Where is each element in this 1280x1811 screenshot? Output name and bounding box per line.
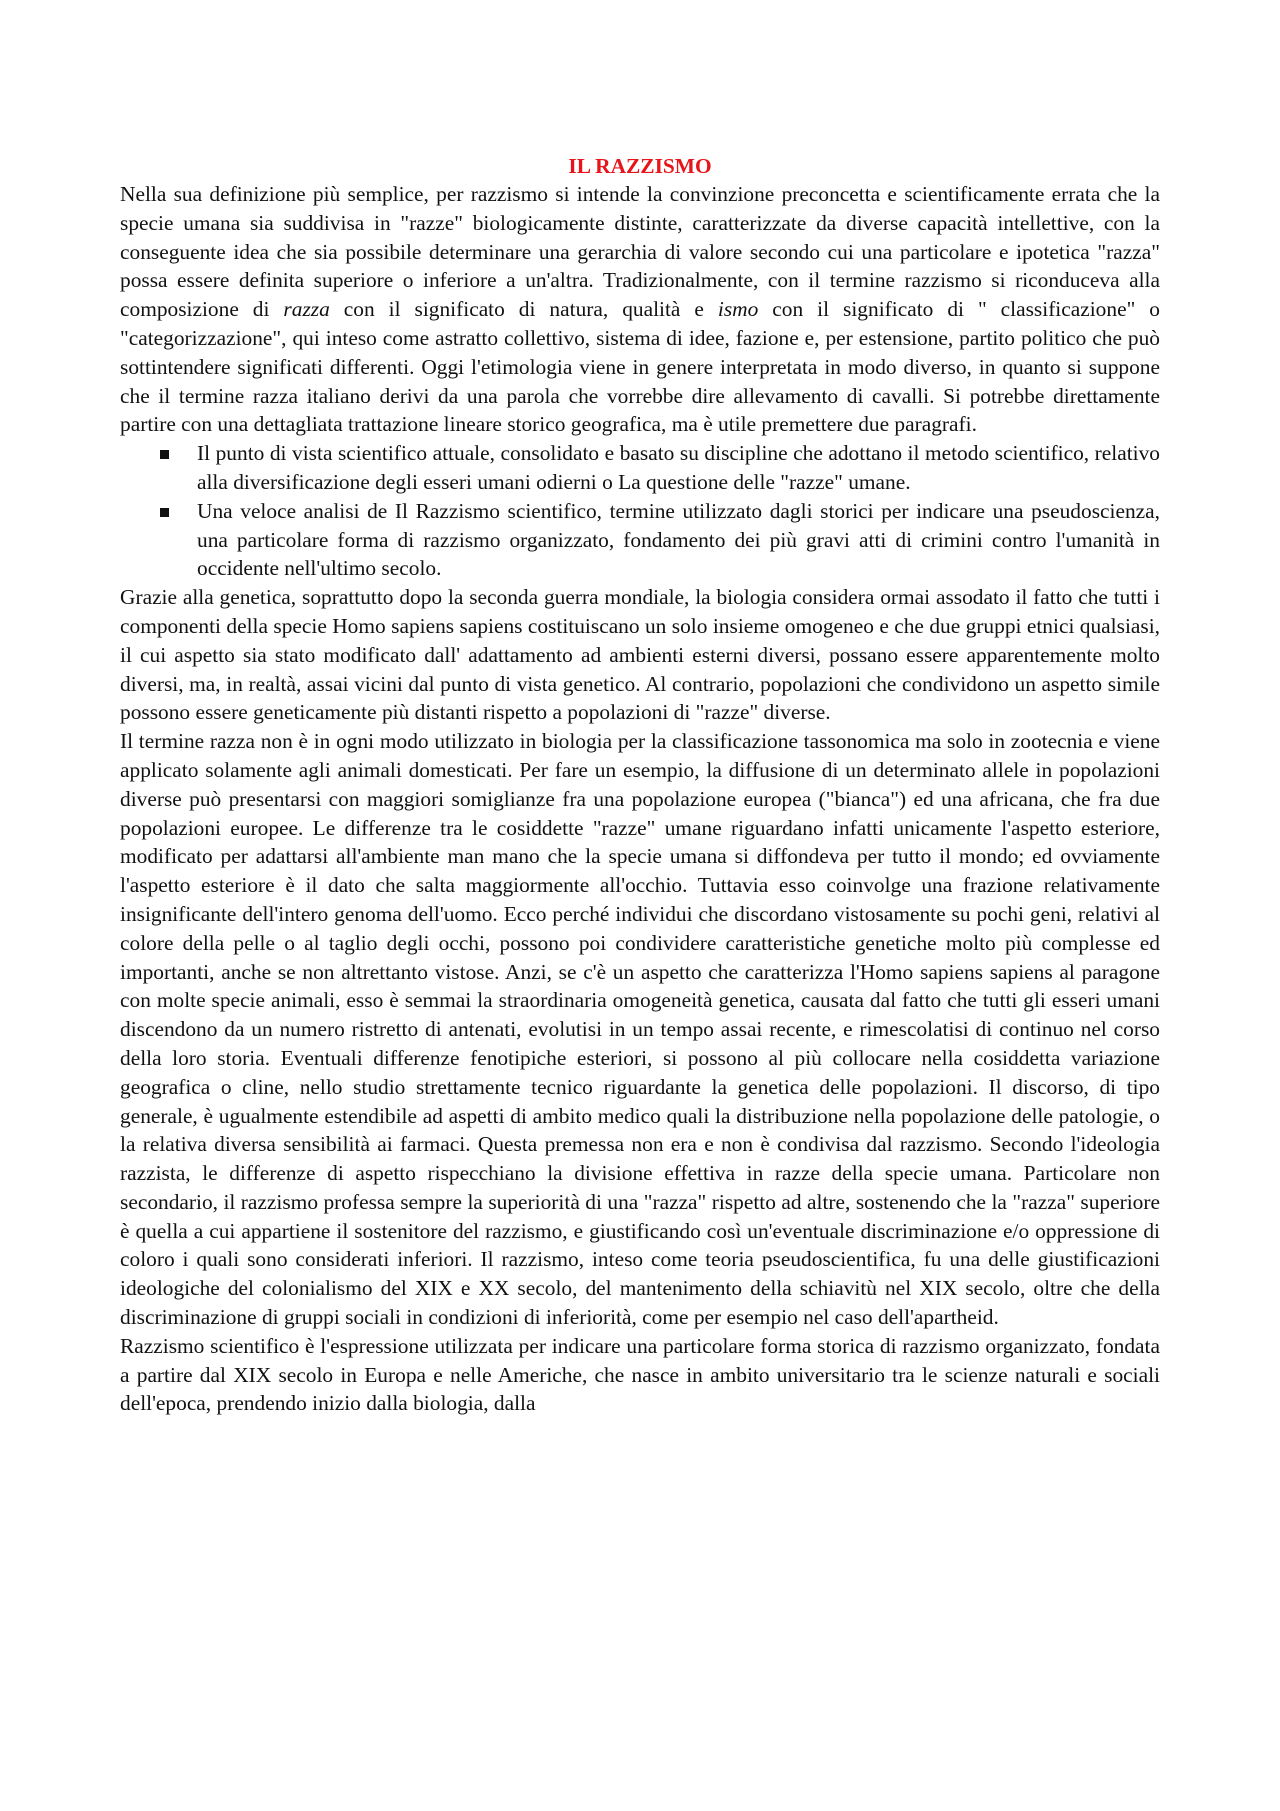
bullet-text: Il punto di vista scientifico attuale, consolidato e basato su discipline che adottano il metodo scientifico, relativo alla diversificazione degli esseri umani odierni o La questione delle "razze" umane. [197,441,1160,494]
biology-paragraph: Il termine razza non è in ogni modo utilizzato in biologia per la classificazione tassonomica ma solo in zootecnia e viene applicato solamente agli animali domesticati. Per fare un esempio, la diffusione di un determinato allele in popolazioni diverse può presentarsi con maggiori somiglianze fra una popolazione europea ("bianca") ed una africana, che fra due popolazioni europee. Le differenze tra le cosiddette "razze" umane riguardano infatti unicamente l'aspetto esteriore, modificato per adattarsi all'ambiente man mano che la specie umana si diffondeva per tutto il mondo; ed ovviamente l'aspetto esteriore è il dato che salta maggiormente all'occhio. Tuttavia esso coinvolge una frazione relativamente insignificante dell'intero genoma dell'uomo. Ecco perché individui che discordano vistosamente su pochi geni, relativi al colore della pelle o al taglio degli occhi, possono poi condividere caratteristiche genetiche molto più complesse ed importanti, anche se non altrettanto vistose. Anzi, se c'è un aspetto che caratterizza l'Homo sapiens sapiens al paragone con molte specie animali, esso è semmai la straordinaria omogeneità genetica, causata dal fatto che tutti gli esseri umani discendono da un numero ristretto di antenati, evolutisi in un tempo assai recente, e rimescolatisi di continuo nel corso della loro storia. Eventuali differenze fenotipiche esteriori, si possono al più collocare nella cosiddetta variazione geografica o cline, nello studio strettamente tecnico riguardante la genetica delle popolazioni. Il discorso, di tipo generale, è ugualmente estendibile ad aspetti di ambito medico quali la distribuzione nella popolazione delle patologie, o la relativa diversa sensibilità ai farmaci. Questa premessa non era e non è condivisa dal razzismo. Secondo l'ideologia razzista, le differenze di aspetto rispecchiano la divisione effettiva in razze della specie umana. Particolare non secondario, il razzismo professa sempre la superiorità di una "razza" rispetto ad altre, sostenendo che la "razza" superiore è quella a cui appartiene il sostenitore del razzismo, e giustificando così un'eventuale discriminazione e/o oppressione di coloro i quali sono considerati inferiori. Il razzismo, inteso come teoria pseudoscientifica, fu una delle giustificazioni ideologiche del colonialismo del XIX e XX secolo, del mantenimento della schiavitù nel XIX secolo, oltre che della discriminazione di gruppi sociali in condizioni di inferiorità, come per esempio nel caso dell'apartheid. [120,729,1160,1330]
genetics-paragraph: Grazie alla genetica, soprattutto dopo la seconda guerra mondiale, la biologia considera ormai assodato il fatto che tutti i componenti della specie Homo sapiens sapiens costituiscano un solo insieme omogeneo e che due gruppi etnici qualsiasi, il cui aspetto sia stato modificato dall' adattamento ad ambienti esterni diversi, possano essere apparentemente molto diversi, ma, in realtà, assai vicini dal punto di vista genetico. Al contrario, popolazioni che condividono un aspetto simile possono essere geneticamente più distanti rispetto a popolazioni di "razze" diverse. [120,585,1160,725]
intro-word-ismo: ismo [717,297,759,322]
document-title: IL RAZZISMO [568,154,712,178]
bullet-item [120,497,1160,583]
scientific-racism-paragraph: Razzismo scientifico è l'espressione utilizzata per indicare una particolare forma storica di razzismo organizzato, fondata a partire dal XIX secolo in Europa e nelle Americhe, che nasce in ambito universitario tra le scienze naturali e sociali dell'epoca, prendendo inizio dalla biologia, dalla [120,1333,1160,1416]
document-page [120,152,1160,1418]
intro-text-2: con il significato di natura, qualità e [329,297,718,322]
square-bullet-icon [160,450,169,459]
bullet-item [120,439,1160,497]
square-bullet-icon [160,508,169,517]
bullet-text: Una veloce analisi de Il Razzismo scientifico, termine utilizzato dagli storici per indicare una pseudoscienza, una particolare forma di razzismo organizzato, fondamento dei più gravi atti di crimini contro l'umanità in occidente nell'ultimo secolo. [197,498,1160,581]
intro-text-3: con il significato di " classificazione" o "categorizzazione", qui inteso come astratto collettivo, sistema di idee, fazione e, per estensione, partito politico che può sottintendere significati differenti. Oggi l'etimologia viene in genere interpretata in modo diverso, in quanto si suppone che il termine razza italiano derivi da una parola che vorrebbe dire allevamento di cavalli. Si potrebbe direttamente partire con una dettagliata trattazione lineare storico geografica, ma è utile premettere due paragrafi. [120,297,1160,437]
intro-text-1: Nella sua definizione più semplice, per razzismo si intende la convinzione preconcetta e scientificamente errata che la specie umana sia suddivisa in "razze" biologicamente distinte, caratterizzate da diverse capacità intellettive, con la conseguente idea che sia possibile determinare una gerarchia di valore secondo cui una particolare e ipotetica "razza" possa essere definita superiore o inferiore a un'altra. Tradizionalmente, con il termine razzismo si riconduceva alla composizione di [120,182,1160,322]
intro-word-razza: razza [283,297,330,322]
bullet-list [120,439,1160,583]
intro-paragraph [120,180,1160,439]
